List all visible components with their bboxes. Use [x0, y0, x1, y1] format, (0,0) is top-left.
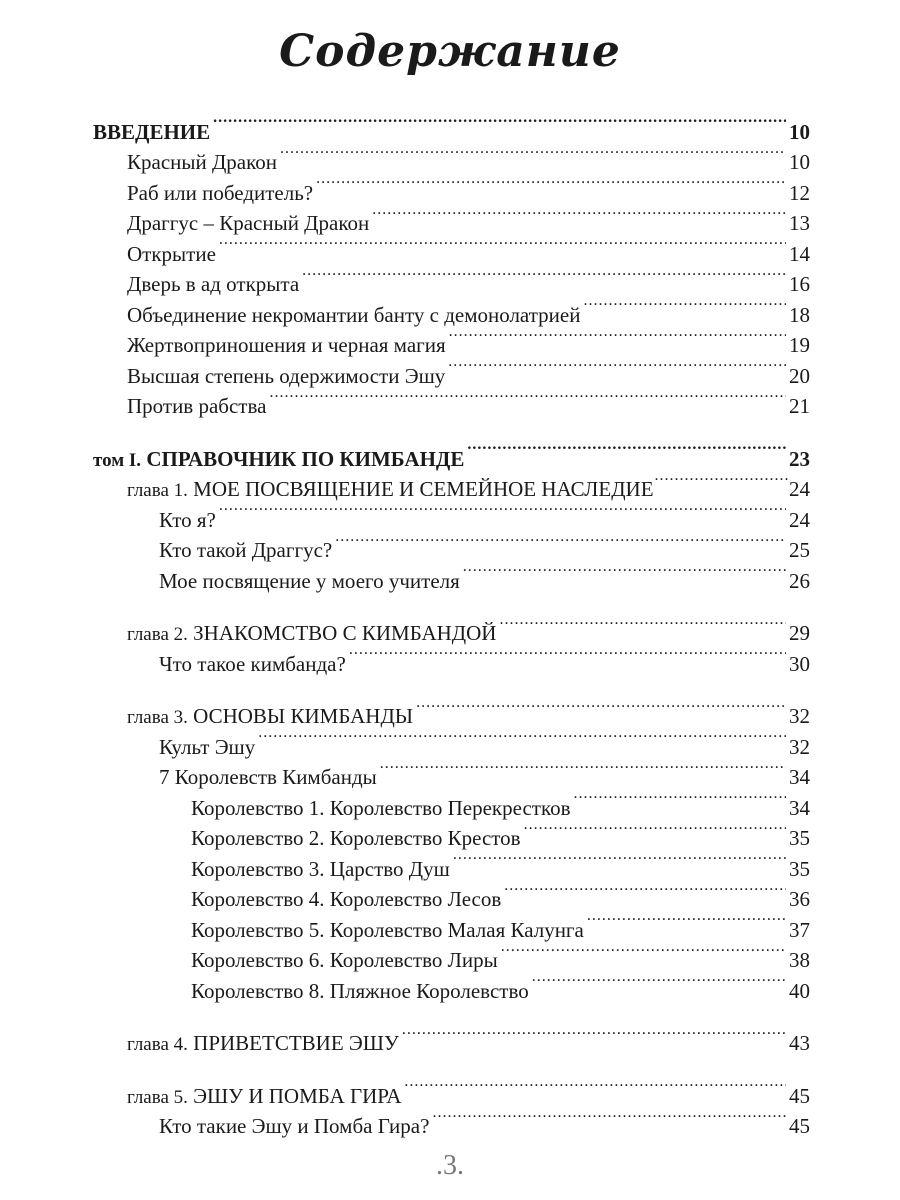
- toc-entry-label: Красный Дракон: [127, 150, 278, 174]
- toc-page-number: 18: [789, 302, 810, 327]
- chapter-title: ЗНАКОМСТВО С КИМБАНДОЙ: [193, 621, 497, 645]
- table-of-contents: [93, 108, 810, 1138]
- leader-dots: [416, 693, 786, 724]
- toc-entry-label: [93, 444, 464, 477]
- toc-chapter-4[interactable]: [93, 1020, 810, 1055]
- toc-entry-label: Жертвоприношения и черная магия: [127, 333, 446, 357]
- toc-page-number: 24: [789, 507, 810, 532]
- chapter-title: ЭШУ И ПОМБА ГИРА: [193, 1083, 402, 1108]
- page-number-folio: .3.: [436, 1150, 464, 1181]
- toc-entry-label: Королевство 2. Королевство Крестов: [191, 826, 521, 850]
- toc-page-number: 34: [789, 765, 810, 789]
- toc-section-introduction[interactable]: [93, 108, 810, 144]
- volume-prefix: том I.: [93, 449, 142, 471]
- toc-page-number: 30: [789, 651, 810, 676]
- toc-entry-label: Королевство 4. Королевство Лесов: [191, 887, 502, 911]
- toc-entry-label: 7 Королевств Кимбанды: [159, 765, 377, 789]
- toc-entry-label: [93, 1028, 399, 1061]
- toc-page-number: 37: [789, 917, 810, 942]
- toc-page-number: 10: [789, 150, 810, 174]
- toc-page-number: 26: [789, 568, 810, 593]
- leader-dots: [335, 527, 786, 558]
- leader-dots: [583, 291, 786, 322]
- chapter-prefix: глава 1.: [127, 480, 188, 501]
- leader-dots: [453, 845, 786, 876]
- leader-dots: [467, 435, 786, 466]
- toc-page-number: 14: [789, 241, 810, 266]
- toc-page-number: 20: [789, 363, 810, 388]
- leader-dots: [499, 610, 786, 641]
- toc-entry-label: [93, 1081, 401, 1114]
- toc-page-number: 36: [789, 887, 810, 911]
- leader-dots: [302, 261, 786, 292]
- leader-dots: [316, 169, 786, 200]
- toc-page-number: 35: [789, 826, 810, 850]
- toc-page-number: 13: [789, 211, 810, 235]
- leader-dots: [432, 1103, 786, 1134]
- toc-chapter-5[interactable]: [93, 1072, 810, 1108]
- toc-page-number: 10: [789, 119, 810, 144]
- toc-page-number: 40: [789, 978, 810, 1003]
- toc-page-number: 29: [789, 621, 810, 645]
- toc-entry-label: Кто такой Драггус?: [159, 538, 333, 562]
- page-title: Содержание: [279, 26, 621, 77]
- leader-dots: [349, 640, 786, 671]
- toc-entry-label: Объединение некромантии банту с демонолатрией: [127, 302, 581, 327]
- toc-page-number: 24: [789, 477, 810, 501]
- volume-title: СПРАВОЧНИК ПО КИМБАНДЕ: [146, 446, 465, 471]
- toc-entry-label: Королевство 5. Королевство Малая Калунга: [191, 917, 584, 942]
- toc-entry-label: Дверь в ад открыта: [127, 272, 300, 296]
- toc-entry-label: Драггус – Красный Дракон: [127, 211, 370, 235]
- chapter-title: МОЕ ПОСВЯЩЕНИЕ И СЕМЕЙНОЕ НАСЛЕДИЕ: [193, 477, 654, 501]
- toc-page-number: 45: [789, 1114, 810, 1138]
- leader-dots: [219, 230, 786, 261]
- toc-entry-label: Королевство 6. Королевство Лиры: [191, 948, 498, 972]
- leader-dots: [380, 754, 786, 785]
- toc-entry-label: Культ Эшу: [159, 734, 256, 759]
- leader-dots: [280, 139, 786, 170]
- leader-dots: [524, 815, 786, 846]
- toc-entry-label: Против рабства: [127, 394, 267, 418]
- toc-entry-label: Открытие: [127, 241, 216, 266]
- leader-dots: [448, 352, 786, 383]
- leader-dots: [269, 383, 786, 414]
- toc-page-number: 32: [789, 734, 810, 759]
- toc-entry-label: Королевство 1. Королевство Перекрестков: [191, 795, 571, 820]
- chapter-prefix: глава 3.: [127, 707, 188, 728]
- toc-section-volume-1[interactable]: [93, 435, 810, 471]
- toc-page-number: 32: [789, 704, 810, 728]
- leader-dots: [258, 723, 786, 754]
- leader-dots: [463, 557, 786, 588]
- chapter-title: ОСНОВЫ КИМБАНДЫ: [193, 704, 414, 728]
- chapter-prefix: глава 2.: [127, 624, 188, 645]
- toc-page-number: 43: [789, 1031, 810, 1055]
- toc-page-number: 19: [789, 333, 810, 357]
- toc-entry-label: Кто такие Эшу и Помба Гира?: [159, 1114, 430, 1138]
- toc-entry-label: Кто я?: [159, 507, 216, 532]
- toc-entry-label: Королевство 3. Царство Душ: [191, 856, 450, 881]
- toc-chapter-3[interactable]: [93, 693, 810, 728]
- chapter-prefix: глава 4.: [127, 1034, 188, 1055]
- toc-page-number: 16: [789, 272, 810, 296]
- leader-dots: [219, 496, 786, 527]
- toc-page-number: 35: [789, 856, 810, 881]
- leader-dots: [372, 200, 786, 231]
- toc-page-number: 25: [789, 538, 810, 562]
- toc-entry-label: Высшая степень одержимости Эшу: [127, 363, 446, 388]
- toc-entry-label: Что такое кимбанда?: [159, 651, 346, 676]
- toc-page-number: 38: [789, 948, 810, 972]
- chapter-prefix: глава 5.: [127, 1086, 188, 1108]
- toc-entry-label: ВВЕДЕНИЕ: [93, 119, 211, 144]
- leader-dots: [404, 1072, 786, 1103]
- chapter-title: ПРИВЕТСТВИЕ ЭШУ: [193, 1031, 399, 1055]
- toc-page-number: 12: [789, 180, 810, 205]
- leader-dots: [213, 108, 786, 139]
- leader-dots: [501, 937, 786, 968]
- leader-dots: [402, 1020, 786, 1051]
- toc-entry-label: Раб или победитель?: [127, 180, 314, 205]
- toc-page-number: 34: [789, 795, 810, 820]
- toc-chapter-2[interactable]: [93, 610, 810, 645]
- toc-entry-label: Мое посвящение у моего учителя: [159, 568, 460, 593]
- leader-dots: [449, 322, 786, 353]
- toc-page-number: 21: [789, 394, 810, 418]
- toc-page-number: 23: [789, 446, 810, 471]
- toc-page-number: 45: [789, 1083, 810, 1108]
- leader-dots: [655, 466, 788, 497]
- leader-dots: [574, 784, 787, 815]
- toc-entry-label: Королевство 8. Пляжное Королевство: [191, 978, 529, 1003]
- leader-dots: [504, 876, 786, 907]
- leader-dots: [532, 967, 786, 998]
- leader-dots: [587, 906, 786, 937]
